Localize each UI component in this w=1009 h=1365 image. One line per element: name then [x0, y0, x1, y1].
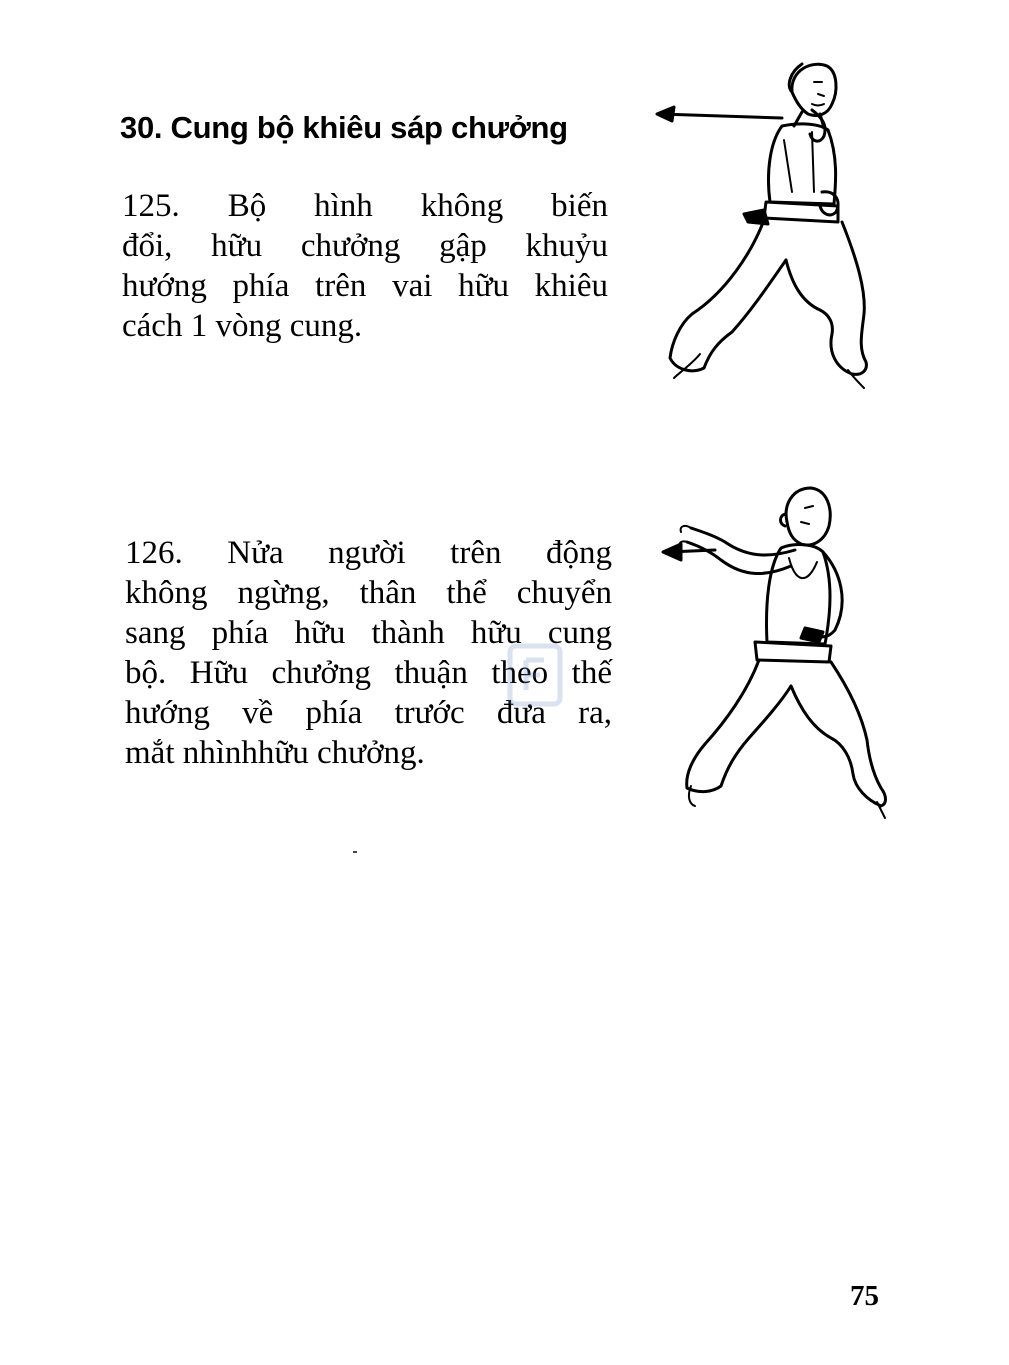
- direction-arrow: [660, 114, 782, 118]
- paragraph-line: không ngừng, thân thể chuyển: [125, 575, 612, 611]
- paragraph-line: 125. Bộ hình không biến: [122, 188, 608, 224]
- martial-arts-figure-125: [652, 52, 882, 392]
- arrow-head: [657, 107, 674, 121]
- torso: [767, 545, 830, 644]
- head: [792, 64, 836, 115]
- fist: [801, 628, 823, 642]
- paragraph-line: bộ. Hữu chưởng thuận theo thế: [125, 655, 612, 691]
- paragraph-line: 126. Nửa người trên động: [125, 535, 612, 571]
- stray-mark: [353, 851, 357, 853]
- section-heading: 30. Cung bộ khiêu sáp chưởng: [120, 110, 568, 145]
- martial-arts-figure-126: [655, 482, 895, 827]
- paragraph-125: [122, 186, 608, 346]
- paragraph-line: đổi, hữu chưởng gập khuỷu: [122, 228, 608, 264]
- paragraph-line: hướng phía trên vai hữu khiêu: [122, 268, 608, 304]
- paragraph-line: sang phía hữu thành hữu cung: [125, 615, 612, 651]
- paragraph-line: mắt nhìnhhữu chưởng.: [125, 735, 425, 771]
- left-leg: [687, 660, 791, 792]
- page-number: 75: [850, 1280, 879, 1312]
- left-leg: [670, 220, 786, 371]
- head: [786, 488, 830, 545]
- arrow-head: [663, 544, 681, 560]
- right-leg: [791, 662, 886, 806]
- paragraph-line: cách 1 vòng cung.: [122, 308, 363, 344]
- paragraph-line: hướng về phía trước đưa ra,: [125, 695, 612, 731]
- watermark-logo: [480, 640, 590, 710]
- right-leg: [786, 222, 866, 374]
